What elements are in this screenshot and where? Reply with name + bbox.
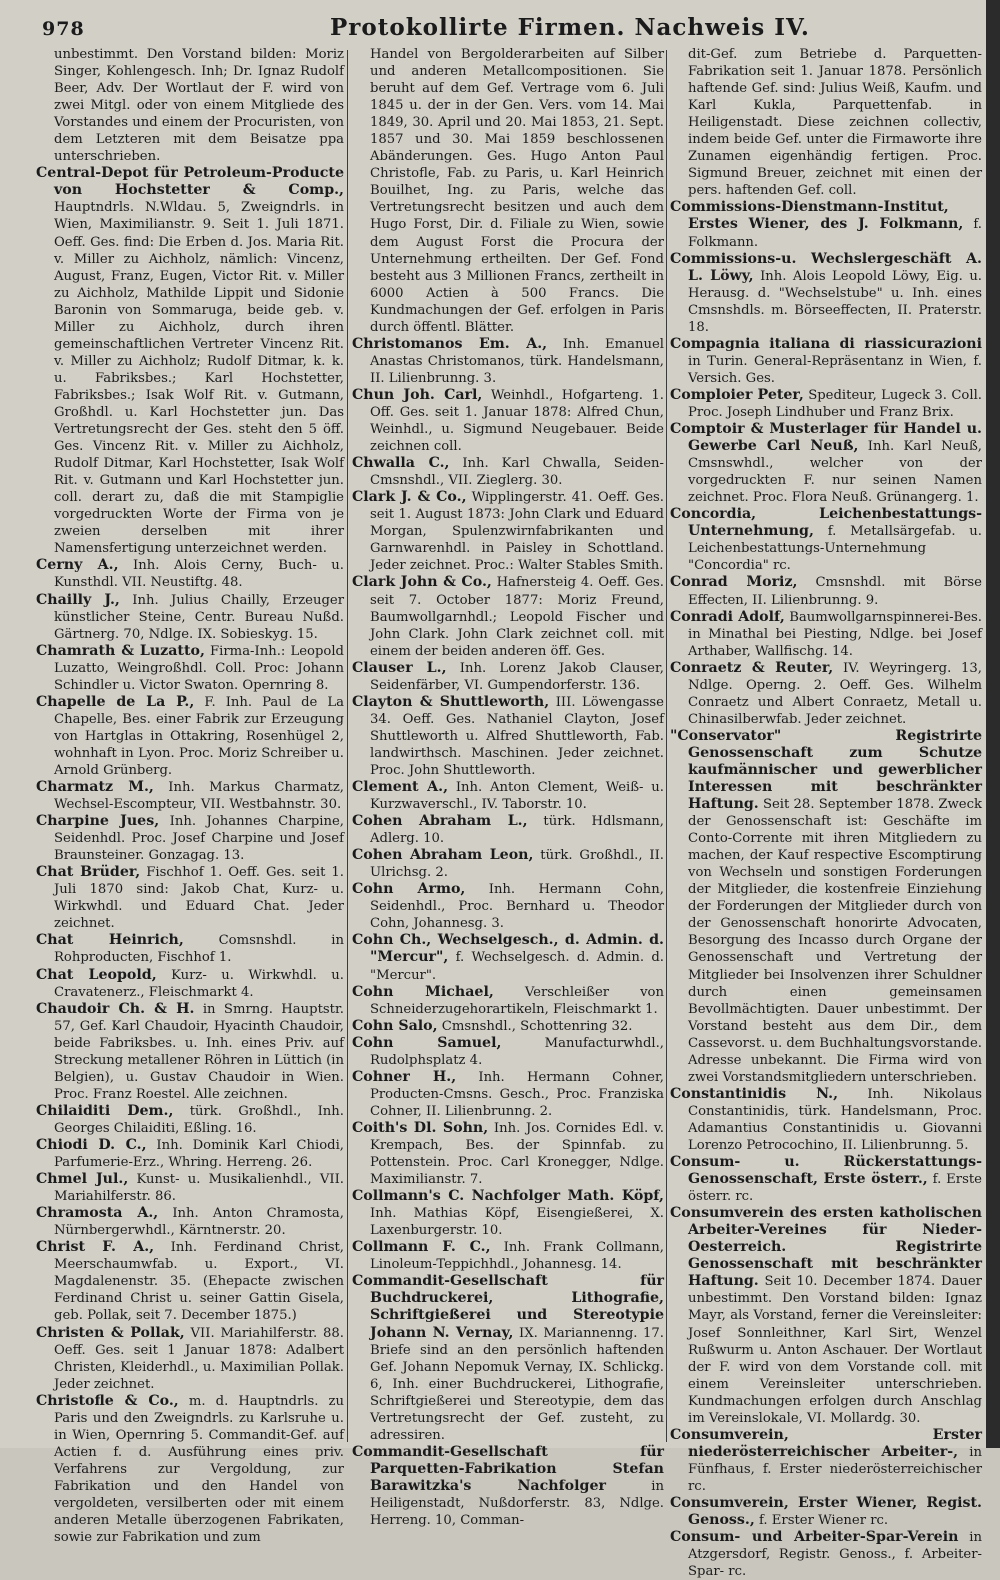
- firm-name: Commissions-u. Wechslergeschäft A. L. Löwy,: [670, 250, 982, 284]
- entry-text: Baumwollgarnspinnerei-Bes. in Minathal bei Piesting, Ndlge. bei Josef Arthaber, Wallfischg. 14.: [688, 609, 982, 659]
- directory-entry: [352, 1239, 664, 1273]
- directory-entry: [36, 1001, 344, 1103]
- firm-name: Chat Brüder,: [36, 864, 141, 881]
- entry-text: Cmsnshdl. mit Börse Effecten, II. Lilienbrunng. 9.: [688, 575, 982, 608]
- page-header: [0, 0, 1000, 46]
- directory-entry: [670, 199, 982, 250]
- directory-entry: [352, 932, 664, 983]
- directory-entry: [670, 506, 982, 574]
- firm-name: Chamrath & Luzatto,: [36, 642, 205, 659]
- firm-name: "Conservator" Registrirte Genossenschaft zum Schutze kaufmännischer und gewerblicher Interessen mit beschränkter Haftung.: [670, 727, 982, 813]
- firm-name: Chilaiditi Dem.,: [36, 1102, 174, 1119]
- directory-entry: [352, 1120, 664, 1188]
- firm-name: Clement A.,: [352, 779, 449, 796]
- entry-text: Comsnshdl. in Rohproducten, Fischhof 1.: [54, 933, 345, 966]
- firm-name: Conrad Moriz,: [670, 574, 798, 591]
- entry-text: Inh. Anton Chramosta, Nürnbergerwhdl., Kärntnerstr. 20.: [54, 1206, 344, 1239]
- entry-text: Inh. Emanuel Anastas Christomanos, türk. Handelsmann, II. Lilienbrunng. 3.: [370, 336, 664, 386]
- entry-text: Inh. Johannes Charpine, Seidenhdl. Proc. Josef Charpine und Josef Braunsteiner. Gonzagag. 13.: [54, 814, 344, 864]
- firm-name: Cohn Ch., Wechselgesch., d. Admin. d. "Mercur",: [352, 932, 664, 966]
- directory-entry: [36, 1393, 344, 1546]
- column-divider: [347, 50, 348, 1442]
- firm-name: Christomanos Em. A.,: [352, 335, 548, 352]
- directory-entry: [670, 336, 982, 387]
- entry-text: türk. Hdlsmann, Adlerg. 10.: [370, 814, 664, 847]
- firm-name: Clayton & Shuttleworth,: [352, 693, 550, 710]
- directory-entry: [36, 1205, 344, 1239]
- directory-entry: [670, 1495, 982, 1529]
- entry-text: Inh. Alois Leopold Löwy, Eig. u. Herausg. d. "Wechselstube" u. Inh. eines Cmsnshdls. m. Börseeffecten, II. Praterstr. 18.: [688, 268, 982, 335]
- directory-entry: [352, 847, 664, 881]
- firm-name: Charmatz M.,: [36, 779, 154, 796]
- firm-name: Chmel Jul.,: [36, 1171, 129, 1188]
- entry-text: Firma-Inh.: Leopold Luzatto, Weingroßhdl. Coll. Proc: Johann Schindler u. Victor Swaton. Opernring 8.: [54, 643, 344, 693]
- entry-text: f. Folkmann.: [688, 217, 982, 250]
- entry-text: Inh. Nikolaus Constantinidis, türk. Handelsmann, Proc. Adamantius Constantinidis u. Giovanni Lorenzo Petrocochino, II. Lilienbrunng. 5.: [688, 1086, 982, 1153]
- directory-entry: [352, 336, 664, 387]
- firm-name: Consum- u. Rückerstattungs-Genossenschaft, Erste österr.,: [670, 1154, 982, 1188]
- entry-text: F. Inh. Paul de La Chapelle, Bes. einer Fabrik zur Erzeugung von Hartglas in Ottakring, Rosenhügel 2, wohnhaft in Lyon. Proc. Moriz Schreiber u. Arnold Grünberg.: [54, 694, 344, 778]
- entry-text: Inh. Alois Cerny, Buch- u. Kunsthdl. VII. Neustiftg. 48.: [54, 558, 344, 591]
- firm-name: Chramosta A.,: [36, 1205, 159, 1222]
- directory-entry: [352, 660, 664, 694]
- entry-text: in Smrng. Hauptstr. 57, Gef. Karl Chaudoir, Hyacinth Chaudoir, beide Fabriksbes. u. Inh. eines Priv. auf Streckung metallener Röhren in Lüttich (in Belgien), u. Gustav Chaudoir in Wien. Proc. Franz Roestel. Alle zeichnen.: [54, 1001, 344, 1102]
- directory-entry: [36, 864, 344, 932]
- entry-text: Hafnersteig 4. Oeff. Ges. seit 7. October 1877: Moriz Freund, Baumwollgarnhdl.; Leopold Fischer und John Clark. John Clark zeichnet coll. mit einem der beiden anderen öff. Ges.: [370, 575, 665, 659]
- entry-text: VII. Mariahilferstr. 88. Oeff. Ges. seit 1 Januar 1878: Adalbert Christen, Kleiderhdl., u. Maximilian Pollak. Jeder zeichnet.: [54, 1325, 344, 1392]
- column-1: [36, 46, 345, 1546]
- directory-entry: [670, 660, 982, 728]
- firm-name: Consum- und Arbeiter-Spar-Verein: [670, 1529, 959, 1546]
- firm-name: Chailly J.,: [36, 591, 120, 608]
- entry-text: Kunst- u. Musikalienhdl., VII. Mariahilferstr. 86.: [54, 1172, 344, 1205]
- entry-text: Inh. Ferdinand Christ, Meerschaumwfab. u. Export., VI. Magdalenenstr. 35. (Ehepacte zwischen Ferdinand Christ u. seiner Gattin Gisela, geb. Pollak, seit 7. December 1875.): [54, 1240, 344, 1324]
- directory-entry: [352, 387, 664, 455]
- entry-text: Inh. Frank Collmann, Linoleum-Teppichhdl., Johannesg. 14.: [370, 1240, 664, 1273]
- directory-entry: [352, 984, 664, 1018]
- entry-text: Verschleißer von Schneiderzugehorartikeln, Fleischmarkt 1.: [370, 984, 664, 1017]
- directory-entry: [352, 881, 664, 932]
- directory-entry: [36, 1239, 344, 1324]
- directory-entry: [36, 967, 344, 1001]
- directory-entry: [352, 455, 664, 489]
- entry-text: Inh. Mathias Köpf, Eisengießerei, X. Laxenburgerstr. 10.: [370, 1206, 664, 1239]
- firm-name: Clark John & Co.,: [352, 574, 492, 591]
- directory-entry: [670, 387, 982, 421]
- entry-text: Cmsnshdl., Schottenring 32.: [441, 1018, 633, 1034]
- column-divider: [666, 50, 667, 1442]
- entry-text: Handel von Bergolderarbeiten auf Silber und anderen Metallcompositionen. Sie beruht auf dem Gef. Vertrage vom 6. Juli 1845 u. der in der Gen. Vers. vom 14. Mai 1849, 30. April und 20. Mai 1853, 21. Sept. 1857 und 30. Mai 1859 beschlossenen Abänderungen. Ges. Hugo Anton Paul Christofle, Fab. zu Paris, u. Karl Heinrich Bouilhet, Ing. zu Paris, welche das Vertretungsrecht besitzen und auch dem Hugo Forst, Dir. d. Filiale zu Wien, sowie dem August Forst die Procura der Unternehmung ertheilten. Der Gef. Fond besteht aus 3 Millionen Francs, zertheilt in 6000 Actien à 500 Francs. Die Kundmachungen der Gef. erfolgen in Paris durch öffentl. Blätter.: [370, 47, 664, 335]
- directory-entry: [36, 592, 344, 643]
- firm-name: Chapelle de La P.,: [36, 693, 195, 710]
- directory-entry: [352, 1069, 664, 1120]
- directory-entry: [36, 1137, 344, 1171]
- entry-text: Inh. Hermann Cohner, Producten-Cmsns. Gesch., Proc. Franziska Cohner, II. Lilienbrunng. 2.: [370, 1069, 664, 1119]
- directory-entry: [670, 1154, 982, 1205]
- firm-name: Chiodi D. C.,: [36, 1137, 147, 1153]
- firm-name: Cohen Abraham L.,: [352, 813, 528, 830]
- firm-name: Cohn Samuel,: [352, 1034, 502, 1051]
- entry-text: Inh. Markus Charmatz, Wechsel-Escompteur, VII. Westbahnstr. 30.: [54, 780, 344, 813]
- firm-name: Clauser L.,: [352, 659, 447, 676]
- directory-entry: [670, 1205, 982, 1427]
- firm-name: Cohen Abraham Leon,: [352, 847, 534, 864]
- firm-name: Compagnia italiana di riassicurazioni: [670, 335, 982, 352]
- directory-entry: [36, 1103, 344, 1137]
- entry-text: Wipplingerstr. 41. Oeff. Ges. seit 1. August 1873: John Clark und Eduard Morgan, Spulenzwirnfabrikanten und Garnwarenhdl. in Paisley in Schottland. Jeder zeichnet. Proc.: Walter Stables Smith.: [370, 490, 664, 574]
- entry-text: Spediteur, Lugeck 3. Coll. Proc. Joseph Lindhuber und Franz Brix.: [688, 387, 982, 420]
- entry-text: Hauptndrls. N.Wldau. 5, Zweigndrls. in Wien, Maximilianstr. 9. Seit 1. Juli 1871. Oeff. Ges. find: Die Erben d. Jos. Maria Rit. v. Miller zu Aichholz, nämlich: Vincenz, August, Franz, Eugen, Victor Rit. v. Miller zu Aichholz, Mathilde Lippit und Sidonie Baronin von Sommaruga, beide geb. v. Miller zu Aichholz, durch ihren gemeinschaftlichen Vertreter Vincenz Rit. v. Miller zu Aichholz; Rudolf Ditmar, k. k. u. Fabriksbes.; Karl Hochstetter, Fabriksbes.; Isak Wolf Rit. v. Gutmann, Großhdl. u. Karl Hochstetter jun. Das Vertretungsrecht der Ges. steht den 5 öff. Ges. Vincenz Rit. v. Miller zu Aichholz, Rudolf Ditmar, Karl Hochstetter, Isak Wolf Rit. v. Gutmann und Karl Hochstetter jun. coll. derart zu, daß die mit Stampiglie vorgedruckten Worte der Firma von je zweien derselben mit ihrer Namensfertigung unterzeichnet werden.: [54, 200, 344, 557]
- entry-text: Inh. Lorenz Jakob Clauser, Seidenfärber, VI. Gumpendorferstr. 136.: [370, 660, 664, 693]
- firm-name: Cerny A.,: [36, 557, 119, 574]
- directory-entry: [670, 728, 982, 1086]
- directory-entry: [36, 643, 344, 694]
- entry-text: IV. Weyringerg. 13, Ndlge. Operng. 2. Oeff. Ges. Wilhelm Conraetz und Albert Conraetz, Metall u. Chinasilberwfab. Jeder zeichnet.: [688, 660, 982, 727]
- page-number: 978: [42, 18, 85, 40]
- entry-text: in Fünfhaus, f. Erster niederösterreichischer rc.: [688, 1444, 982, 1494]
- firm-name: Collmann F. C.,: [352, 1239, 491, 1256]
- directory-entry: [670, 251, 982, 336]
- directory-entry: [352, 694, 664, 779]
- directory-entry: [36, 779, 344, 813]
- directory-entry: [670, 46, 982, 199]
- firm-name: Central-Depot für Petroleum-Producte von Hochstetter & Comp.,: [36, 165, 344, 199]
- directory-entry: [36, 557, 344, 591]
- entry-text: Inh. Karl Chwalla, Seiden-Cmsnshdl., VII. Zieglerg. 30.: [370, 456, 664, 489]
- entry-text: Seit 28. September 1878. Zweck der Genossenschaft ist: Geschäfte im Conto-Corrente mit ihren Mitgliedern zu machen, der Kauf respective Escomptirung von Wechseln und sonstigen Forderungen der Mitglieder, die kostenfreie Einziehung der Forderungen der Mitglieder durch von der Genossenschaft honorirte Advocaten, Besorgung des Incasso durch Organe der Genossenschaft und Vertretung der Mitglieder bei Insolvenzen ihrer Schuldner durch einen gemeinsamen Bevollmächtigten. Dauer unbestimmt. Der Vorstand besteht aus dem Dir., dem Cassevorst. u. dem Buchhaltungsvorstande. Adresse unbekannt. Die Firma wird von zwei Vorstandsmitgliedern unterschrieben.: [688, 797, 982, 1085]
- entry-text: Fischhof 1. Oeff. Ges. seit 1. Juli 1870 sind: Jakob Chat, Kurz- u. Wirkwhdl. und Eduard Chat. Jeder zeichnet.: [54, 865, 345, 932]
- firm-name: Clark J. & Co.,: [352, 489, 467, 506]
- directory-entry: [36, 813, 344, 864]
- directory-entry: [670, 609, 982, 660]
- entry-text: Inh. Anton Clement, Weiß- u. Kurzwaverschl., IV. Taborstr. 10.: [370, 780, 664, 813]
- firm-name: Cohn Salo,: [352, 1017, 438, 1034]
- firm-name: Concordia, Leichenbestattungs-Unternehmung,: [670, 506, 982, 540]
- directory-entry: [36, 1171, 344, 1205]
- entry-text: Inh. Julius Chailly, Erzeuger künstlicher Steine, Centr. Bureau Nußd. Gärtnerg. 70, Ndlge. IX. Sobieskyg. 15.: [54, 592, 345, 642]
- entry-text: in Atzgersdorf, Registr. Genoss., f. Arbeiter-Spar- rc.: [688, 1530, 982, 1580]
- entry-text: f. Erste österr. rc.: [688, 1172, 982, 1205]
- firm-name: Conradi Adolf,: [670, 608, 785, 625]
- entry-text: türk. Großhdl., Inh. Georges Chilaiditi, Eßling. 16.: [54, 1103, 344, 1136]
- firm-name: Christen & Pollak,: [36, 1324, 185, 1341]
- directory-entry: [352, 779, 664, 813]
- entry-text: f. Erster Wiener rc.: [758, 1513, 889, 1529]
- directory-entry: [36, 46, 344, 165]
- firm-name: Commissions-Dienstmann-Institut, Erstes Wiener, des J. Folkmann,: [670, 199, 964, 233]
- scan-edge: [986, 0, 1000, 1448]
- directory-entry: [352, 1444, 664, 1529]
- firm-name: Comploier Peter,: [670, 386, 804, 403]
- entry-text: Kurz- u. Wirkwhdl. u. Cravatenerz., Fleischmarkt 4.: [54, 967, 344, 1000]
- entry-text: unbestimmt. Den Vorstand bilden: Moriz Singer, Kohlengesch. Inh; Dr. Ignaz Rudolf Beer, Adv. Der Wortlaut der F. wird von zwei Mitgl. oder von einem Mitgliede des Vorstandes und einem der Procuristen, von dem Letzteren mit dem Beisatze ppa unterschrieben.: [54, 47, 344, 165]
- entry-text: in Turin. General-Repräsentanz in Wien, f. Versich. Ges.: [688, 353, 982, 386]
- entry-text: f. Wechselgesch. d. Admin. d. "Mercur".: [370, 950, 664, 983]
- directory-entry: [352, 1035, 664, 1069]
- firm-name: Conraetz & Reuter,: [670, 659, 834, 676]
- firm-name: Chaudoir Ch. & H.: [36, 1000, 195, 1017]
- entry-text: III. Löwengasse 34. Oeff. Ges. Nathaniel Clayton, Josef Shuttleworth u. Alfred Shuttleworth, Fab. landwirthsch. Maschinen. Jeder zeichnet. Proc. John Shuttleworth.: [370, 694, 664, 778]
- firm-name: Comptoir & Musterlager für Handel u. Gewerbe Carl Neuß,: [670, 421, 982, 455]
- entry-text: Weinhdl., Hofgarteng. 1. Off. Ges. seit 1. Januar 1878: Alfred Chun, Weinhdl., u. Sigmund Neugebauer. Beide zeichnen coll.: [370, 387, 664, 455]
- directory-entry: [36, 694, 344, 779]
- firm-name: Charpine Jues,: [36, 813, 160, 830]
- firm-name: Cohn Armo,: [352, 881, 466, 898]
- entry-text: Manufacturwhdl., Rudolphsplatz 4.: [370, 1035, 664, 1068]
- firm-name: Cohn Michael,: [352, 983, 494, 1000]
- firm-name: Chat Heinrich,: [36, 932, 184, 949]
- directory-entry: [352, 46, 664, 336]
- firm-name: Chwalla C.,: [352, 455, 450, 472]
- firm-name: Chat Leopold,: [36, 966, 157, 983]
- directory-entry: [36, 1325, 344, 1393]
- entry-text: dit-Gef. zum Betriebe d. Parquetten-Fabrikation seit 1. Januar 1878. Persönlich haftende Gef. sind: Julius Weiß, Kaufm. und Karl Kukla, Parquettenfab. in Heiligenstadt. Diese zeichnen collectiv, indem beide Gef. unter die Firmaworte ihre Zunamen eigenhändig fertigen. Proc. Sigmund Breuer, zeichnet mit einen der pers. haftenden Gef. coll.: [688, 47, 982, 199]
- firm-name: Chun Joh. Carl,: [352, 386, 483, 403]
- firm-name: Cohner H.,: [352, 1068, 457, 1085]
- directory-entry: [352, 1188, 664, 1239]
- firm-name: Christofle & Co.,: [36, 1392, 179, 1409]
- firm-name: Constantinidis N.,: [670, 1085, 839, 1102]
- entry-text: Inh. Dominik Karl Chiodi, Parfumerie-Erz., Whring. Herreng. 26.: [54, 1138, 344, 1171]
- column-3: [670, 46, 982, 1580]
- firm-name: Commandit-Gesellschaft für Parquetten-Fabrikation Stefan Barawitzka's Nachfolger: [352, 1443, 664, 1494]
- firm-name: Consumverein, Erster Wiener, Regist. Genoss.,: [670, 1494, 982, 1529]
- firm-name: Collmann's C. Nachfolger Math. Köpf,: [352, 1188, 664, 1205]
- entry-text: Inh. Karl Neuß, Cmsnswhdl., welcher von der vorgedruckten F. nur seinen Namen zeichnet. Proc. Flora Neuß. Grünangerg. 1.: [688, 439, 982, 506]
- directory-entry: [670, 574, 982, 608]
- firm-name: Christ F. A.,: [36, 1239, 155, 1256]
- directory-entry: [670, 1086, 982, 1154]
- column-2: [352, 46, 665, 1529]
- entry-text: Inh. Jos. Cornides Edl. v. Krempach, Bes. der Spinnfab. zu Pottenstein. Proc. Carl Kronegger, Ndlge. Maximilianstr. 7.: [370, 1120, 664, 1188]
- directory-entry: [36, 165, 344, 557]
- entry-text: türk. Großhdl., II. Ulrichsg. 2.: [370, 848, 665, 881]
- firm-name: Commandit-Gesellschaft für Buchdruckerei, Lithografie, Schriftgießerei und Stereotypie Johann N. Vernay,: [352, 1273, 664, 1341]
- directory-entry: [352, 574, 664, 659]
- firm-name: Coith's Dl. Sohn,: [352, 1119, 489, 1136]
- entry-text: m. d. Hauptndrls. zu Paris und den Zweigndrls. zu Karlsruhe u. in Wien, Opernring 5. Commandit-Gef. auf Actien f. d. Ausführung eines priv. Verfahrens zur Vergoldung, zur Fabrikation und den Handel von vergoldeten, versilberten oder mit einem anderen Metalle überzogenen Fabrikaten, sowie zur Fabrikation und zum: [54, 1393, 344, 1546]
- directory-entry: [670, 1529, 982, 1580]
- directory-entry: [670, 1427, 982, 1495]
- entry-text: Inh. Hermann Cohn, Seidenhdl., Proc. Bernhard u. Theodor Cohn, Johannesg. 3.: [370, 882, 664, 932]
- entry-text: Seit 10. December 1874. Dauer unbestimmt. Den Vorstand bilden: Ignaz Mayr, als Vorstand, ferner die Vereinsleiter: Josef Sonnleithner, Karl Sirt, Wenzel Rußwurm u. Anton Aschauer. Der Wortlaut der F. wird von dem Vorstande coll. mit einem Vereinsleiter unterschrieben. Kundmachungen erfolgen durch Anschlag im Vereinslokale, VI. Mollardg. 30.: [688, 1274, 982, 1426]
- firm-name: Consumverein des ersten katholischen Arbeiter-Vereines für Nieder-Oesterreich. Registrirte Genossenschaft mit beschränkter Haftung.: [670, 1205, 982, 1290]
- directory-entry: [352, 1018, 664, 1035]
- entry-text: f. Metallsärgefab. u. Leichenbestattungs-Unternehmung "Concordia" rc.: [688, 524, 982, 574]
- directory-entry: [352, 489, 664, 574]
- directory-entry: [352, 1273, 664, 1443]
- directory-entry: [352, 813, 664, 847]
- entry-text: in Heiligenstadt, Nußdorferstr. 83, Ndlge. Herreng. 10, Comman-: [370, 1478, 664, 1529]
- firm-name: Consumverein, Erster niederösterreichischer Arbeiter-,: [670, 1426, 982, 1460]
- entry-text: IX. Mariannenng. 17. Briefe sind an den persönlich haftenden Gef. Johann Nepomuk Vernay, IX. Schlickg. 6, Inh. einer Buchdruckerei, Lithografie, Schriftgießerei und Stereotypie, dem das Vertretungsrecht der Gef. zusteht, zu adressiren.: [370, 1325, 664, 1443]
- directory-entry: [36, 932, 344, 966]
- running-title: Protokollirte Firmen. Nachweis IV.: [330, 14, 810, 41]
- directory-entry: [670, 421, 982, 506]
